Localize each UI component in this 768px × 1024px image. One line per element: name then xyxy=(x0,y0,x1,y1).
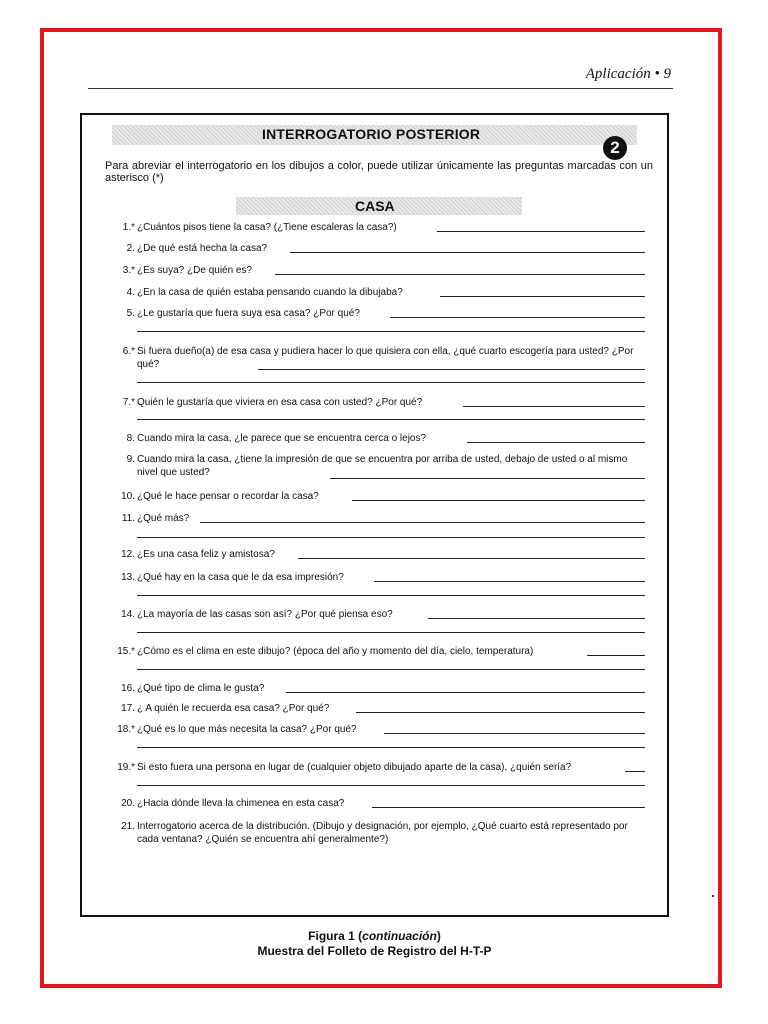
stray-dot xyxy=(712,895,714,897)
question-number: 1.* xyxy=(122,222,135,233)
caption-prefix: Figura 1 ( xyxy=(308,929,363,943)
answer-line[interactable] xyxy=(137,537,645,538)
answer-line[interactable] xyxy=(330,478,645,479)
answer-line[interactable] xyxy=(625,771,645,772)
question-number: 13. xyxy=(121,572,135,583)
question-text: Cuando mira la casa, ¿tiene la impresión de que se encuentra por arriba de usted, debajo de usted o al mismo nivel que usted? xyxy=(137,454,628,478)
answer-line[interactable] xyxy=(137,382,645,383)
answer-line[interactable] xyxy=(390,317,645,318)
question-text: ¿Qué tipo de clima le gusta? xyxy=(137,683,265,694)
question-text: Cuando mira la casa, ¿le parece que se encuentra cerca o lejos? xyxy=(137,433,427,444)
answer-line[interactable] xyxy=(374,581,645,582)
question-number: 10. xyxy=(121,491,135,502)
answer-line[interactable] xyxy=(440,296,645,297)
question-text: ¿Es una casa feliz y amistosa? xyxy=(137,549,275,560)
section-title: INTERROGATORIO POSTERIOR xyxy=(262,126,481,142)
answer-line[interactable] xyxy=(286,692,645,693)
question-text: ¿Le gustaría que fuera suya esa casa? ¿Por qué? xyxy=(137,308,360,319)
number-badge: 2 xyxy=(603,136,627,160)
question-number: 20. xyxy=(121,798,135,809)
question-number: 19.* xyxy=(117,762,135,773)
answer-line[interactable] xyxy=(298,558,645,559)
question-text: ¿En la casa de quién estaba pensando cuando la dibujaba? xyxy=(137,287,403,298)
question-number: 18.* xyxy=(117,724,135,735)
question-text: ¿La mayoría de las casas son así? ¿Por qué piensa eso? xyxy=(137,609,393,620)
question-text: Si esto fuera una persona en lugar de (cualquier objeto dibujado aparte de la casa), ¿quién sería? xyxy=(137,762,572,773)
question-text: ¿Qué le hace pensar o recordar la casa? xyxy=(137,491,319,502)
question-text: Quién le gustaría que viviera en esa casa con usted? ¿Por qué? xyxy=(137,397,423,408)
answer-line[interactable] xyxy=(467,442,645,443)
question-number: 12. xyxy=(121,549,135,560)
answer-line[interactable] xyxy=(200,522,645,523)
question-number: 11. xyxy=(121,513,135,524)
answer-line[interactable] xyxy=(372,807,645,808)
question-number: 4. xyxy=(126,287,135,298)
answer-line[interactable] xyxy=(290,252,645,253)
answer-line[interactable] xyxy=(463,406,645,407)
question-text: ¿Qué es lo que más necesita la casa? ¿Por qué? xyxy=(137,724,357,735)
answer-line[interactable] xyxy=(137,669,645,670)
caption-suffix: ) xyxy=(436,929,441,943)
answer-line[interactable] xyxy=(356,712,645,713)
answer-line[interactable] xyxy=(137,785,645,786)
answer-line[interactable] xyxy=(137,331,645,332)
question-number: 2. xyxy=(126,243,135,254)
question-number: 16. xyxy=(121,683,135,694)
question-number: 3.* xyxy=(122,265,135,276)
question-item xyxy=(105,820,645,848)
question-number: 21. xyxy=(121,821,135,832)
question-number: 15.* xyxy=(117,646,135,657)
question-text: ¿Cómo es el clima en este dibujo? (época del año y momento del día, cielo, temperatura) xyxy=(137,646,534,657)
intro-paragraph: Para abreviar el interrogatorio en los dibujos a color, puede utilizar únicamente las preguntas marcadas con un asterisco (*) xyxy=(105,160,653,184)
subsection-title: CASA xyxy=(355,198,395,214)
answer-line[interactable] xyxy=(137,632,645,633)
question-text: ¿Hacia dónde lleva la chimenea en esta casa? xyxy=(137,798,345,809)
answer-line[interactable] xyxy=(137,595,645,596)
figure-caption-line1 xyxy=(80,929,669,943)
question-text: Si fuera dueño(a) de esa casa y pudiera hacer lo que quisiera con ella, ¿qué cuarto escogería para usted? ¿Por qué? xyxy=(137,346,634,370)
question-number: 5. xyxy=(126,308,135,319)
page-header-text: Aplicación • 9 xyxy=(585,66,671,82)
answer-line[interactable] xyxy=(384,733,645,734)
question-number: 7.* xyxy=(122,397,135,408)
question-number: 9. xyxy=(126,454,135,465)
figure-caption-line2: Muestra del Folleto de Registro del H-T-P xyxy=(257,944,492,958)
question-number: 14. xyxy=(121,609,135,620)
question-item xyxy=(105,453,645,481)
question-number: 17. xyxy=(121,703,135,714)
answer-line[interactable] xyxy=(428,618,645,619)
question-number: 6.* xyxy=(122,346,135,357)
answer-line[interactable] xyxy=(137,419,645,420)
answer-line[interactable] xyxy=(352,500,645,501)
answer-line[interactable] xyxy=(258,369,645,370)
question-text: ¿De qué está hecha la casa? xyxy=(137,243,268,254)
question-text: ¿Cuántos pisos tiene la casa? (¿Tiene escaleras la casa?) xyxy=(137,222,397,233)
answer-line[interactable] xyxy=(437,231,645,232)
question-text: Interrogatorio acerca de la distribución. (Dibujo y designación, por ejemplo, ¿Qué cuarto está representado por cada ventana? ¿Quién se encuentra ahí generalmente?) xyxy=(137,821,628,845)
question-text: ¿Qué más? xyxy=(137,513,190,524)
question-number: 8. xyxy=(126,433,135,444)
answer-line[interactable] xyxy=(137,747,645,748)
question-text: ¿Qué hay en la casa que le da esa impresión? xyxy=(137,572,344,583)
answer-line[interactable] xyxy=(587,655,645,656)
caption-italic: continuación xyxy=(362,929,437,943)
question-text: ¿ A quién le recuerda esa casa? ¿Por qué? xyxy=(137,703,330,714)
question-text: ¿Es suya? ¿De quién es? xyxy=(137,265,253,276)
running-header xyxy=(88,66,673,89)
answer-line[interactable] xyxy=(275,274,645,275)
